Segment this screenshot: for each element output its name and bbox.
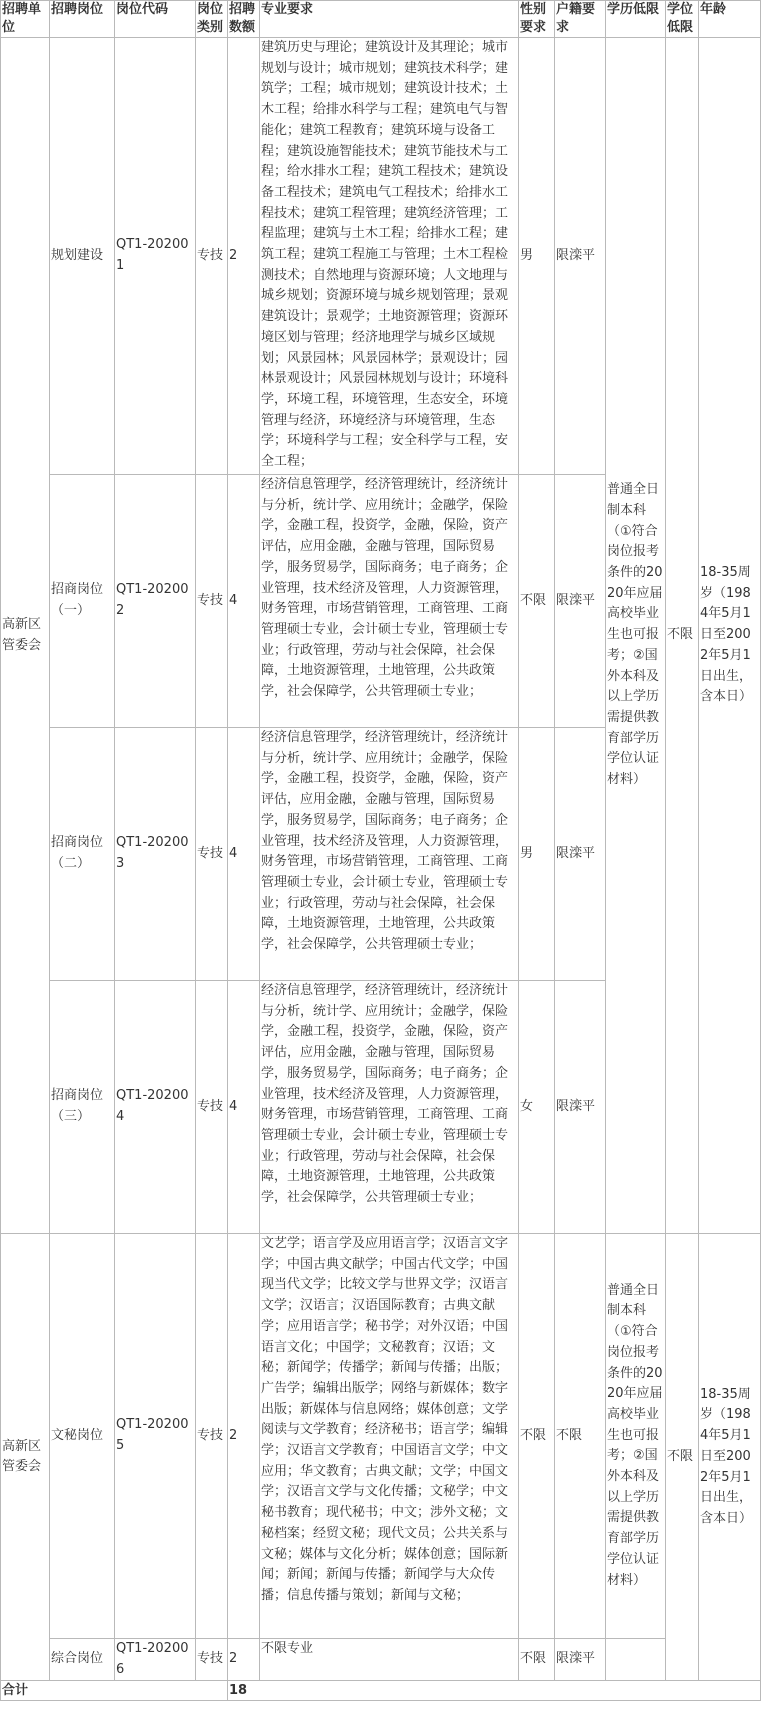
header-unit: 招聘单位 <box>1 1 50 38</box>
code-cell: QT1-202005 <box>115 1234 196 1639</box>
gender-cell: 男 <box>519 38 555 475</box>
edu-cell: 普通全日制本科（①符合岗位报考条件的2020年应届高校毕业生也可报考；②国外本科及以上学历需提供教育部学历学位认证材料） <box>606 1234 666 1639</box>
header-position: 招聘岗位 <box>50 1 115 38</box>
header-major: 专业要求 <box>260 1 519 38</box>
gender-cell: 女 <box>519 981 555 1234</box>
age-cell: 18-35周岁（1984年5月1日至2002年5月1日出生，含本日） <box>699 38 761 1234</box>
count-cell: 2 <box>228 1639 260 1681</box>
type-cell: 专技 <box>196 728 228 981</box>
hukou-cell: 限滦平 <box>555 1639 606 1681</box>
total-row <box>1 1681 761 1701</box>
count-cell: 2 <box>228 1234 260 1639</box>
count-cell: 4 <box>228 981 260 1234</box>
table-row <box>1 1639 761 1681</box>
code-cell: QT1-202004 <box>115 981 196 1234</box>
total-label: 合计 <box>1 1681 228 1701</box>
position-cell: 规划建设 <box>50 38 115 475</box>
count-cell: 2 <box>228 38 260 475</box>
header-degree: 学位低限 <box>666 1 699 38</box>
header-count: 招聘数额 <box>228 1 260 38</box>
hukou-cell: 限滦平 <box>555 475 606 728</box>
table-row <box>1 1234 761 1639</box>
count-cell: 4 <box>228 728 260 981</box>
code-cell: QT1-202002 <box>115 475 196 728</box>
position-cell: 招商岗位（二） <box>50 728 115 981</box>
gender-cell: 男 <box>519 728 555 981</box>
type-cell: 专技 <box>196 981 228 1234</box>
major-cell: 建筑历史与理论；建筑设计及其理论；城市规划与设计；城市规划；建筑技术科学；建筑学；工程；城市规划；建筑设计技术；土木工程；给排水科学与工程；建筑电气与智能化；建筑工程教育；建筑环境与设备工程；建筑设施智能技术；建筑节能技术与工程；给水排水工程；建筑工程技术；建筑设备工程技术；建筑电气工程技术；给排水工程技术；建筑工程管理；建筑经济管理；工程监理；建筑与土木工程；给排水工程；建筑工程；建筑工程施工与管理；土木工程检测技术；自然地理与资源环境；人文地理与城乡规划；资源环境与城乡规划管理；景观建筑设计；景观学；土地资源管理；资源环境区划与管理；经济地理学与城乡区域规划；风景园林；风景园林学；景观设计；园林景观设计；风景园林规划与设计；环境科学，环境工程，环境管理，生态安全，环境管理与经济，环境经济与环境管理，生态学；环境科学与工程；安全科学与工程，安全工程； <box>260 38 519 475</box>
type-cell: 专技 <box>196 1639 228 1681</box>
gender-cell: 不限 <box>519 1639 555 1681</box>
degree-cell: 不限 <box>666 38 699 1234</box>
age-cell: 18-35周岁（1984年5月1日至2002年5月1日出生，含本日） <box>699 1234 761 1681</box>
edu-cell-empty <box>606 1639 666 1681</box>
type-cell: 专技 <box>196 38 228 475</box>
hukou-cell: 限滦平 <box>555 38 606 475</box>
type-cell: 专技 <box>196 475 228 728</box>
header-hukou: 户籍要求 <box>555 1 606 38</box>
unit-cell: 高新区管委会 <box>1 1234 50 1681</box>
header-row <box>1 1 761 38</box>
degree-cell: 不限 <box>666 1234 699 1681</box>
code-cell: QT1-202003 <box>115 728 196 981</box>
header-age: 年龄 <box>699 1 761 38</box>
gender-cell: 不限 <box>519 475 555 728</box>
hukou-cell: 不限 <box>555 1234 606 1639</box>
header-gender: 性别要求 <box>519 1 555 38</box>
code-cell: QT1-202006 <box>115 1639 196 1681</box>
gender-cell: 不限 <box>519 1234 555 1639</box>
edu-cell: 普通全日制本科（①符合岗位报考条件的2020年应届高校毕业生也可报考；②国外本科及以上学历需提供教育部学历学位认证材料） <box>606 38 666 1234</box>
unit-cell: 高新区管委会 <box>1 38 50 1234</box>
major-cell: 经济信息管理学，经济管理统计，经济统计与分析，统计学、应用统计；金融学，保险学，金融工程，投资学，金融，保险，资产评估，应用金融，金融与管理，国际贸易学，服务贸易学，国际商务；电子商务；企业管理，技术经济及管理，人力资源管理，财务管理，市场营销管理，工商管理、工商管理硕士专业，会计硕士专业，管理硕士专业；行政管理，劳动与社会保障，社会保障，土地资源管理，土地管理，公共政策学，社会保障学，公共管理硕士专业； <box>260 728 519 981</box>
header-type: 岗位类别 <box>196 1 228 38</box>
position-cell: 招商岗位（三） <box>50 981 115 1234</box>
hukou-cell: 限滦平 <box>555 728 606 981</box>
hukou-cell: 限滦平 <box>555 981 606 1234</box>
major-cell: 经济信息管理学，经济管理统计，经济统计与分析，统计学、应用统计；金融学，保险学，金融工程，投资学，金融，保险，资产评估，应用金融，金融与管理，国际贸易学，服务贸易学，国际商务；电子商务；企业管理，技术经济及管理，人力资源管理，财务管理，市场营销管理，工商管理、工商管理硕士专业，会计硕士专业，管理硕士专业；行政管理，劳动与社会保障，社会保障，土地资源管理，土地管理，公共政策学，社会保障学，公共管理硕士专业； <box>260 981 519 1234</box>
table-row <box>1 38 761 475</box>
type-cell: 专技 <box>196 1234 228 1639</box>
major-cell: 文艺学；语言学及应用语言学；汉语言文字学；中国古典文献学；中国古代文学；中国现当代文学；比较文学与世界文学；汉语言文学；汉语言；汉语国际教育；古典文献学；应用语言学；秘书学；对外汉语；中国语言文化；中国学；文秘教育；汉语；文秘；新闻学；传播学；新闻与传播；出版；广告学；编辑出版学；网络与新媒体；数字出版；新媒体与信息网络；媒体创意；文学阅读与文学教育；经济秘书；语言学；编辑学；汉语言文学教育；中国语言文学；中文应用；华文教育；古典文献；文学；中国文学；汉语言文学与文化传播；文秘学；中文秘书教育；现代秘书；中文；涉外文秘；文秘档案；经贸文秘；现代文员；公共关系与文秘；媒体与文化分析；媒体创意；国际新闻；新闻；新闻与传播；新闻学与大众传播；信息传播与策划；新闻与文秘； <box>260 1234 519 1639</box>
header-edu: 学历低限 <box>606 1 666 38</box>
major-cell: 经济信息管理学，经济管理统计，经济统计与分析，统计学、应用统计；金融学，保险学，金融工程，投资学，金融，保险，资产评估，应用金融，金融与管理，国际贸易学，服务贸易学，国际商务；电子商务；企业管理，技术经济及管理，人力资源管理，财务管理，市场营销管理，工商管理、工商管理硕士专业，会计硕士专业，管理硕士专业；行政管理，劳动与社会保障，社会保障，土地资源管理，土地管理，公共政策学，社会保障学，公共管理硕士专业； <box>260 475 519 728</box>
count-cell: 4 <box>228 475 260 728</box>
total-value: 18 <box>228 1681 761 1701</box>
header-code: 岗位代码 <box>115 1 196 38</box>
position-cell: 综合岗位 <box>50 1639 115 1681</box>
code-cell: QT1-202001 <box>115 38 196 475</box>
major-cell: 不限专业 <box>260 1639 519 1681</box>
position-cell: 招商岗位（一） <box>50 475 115 728</box>
position-cell: 文秘岗位 <box>50 1234 115 1639</box>
